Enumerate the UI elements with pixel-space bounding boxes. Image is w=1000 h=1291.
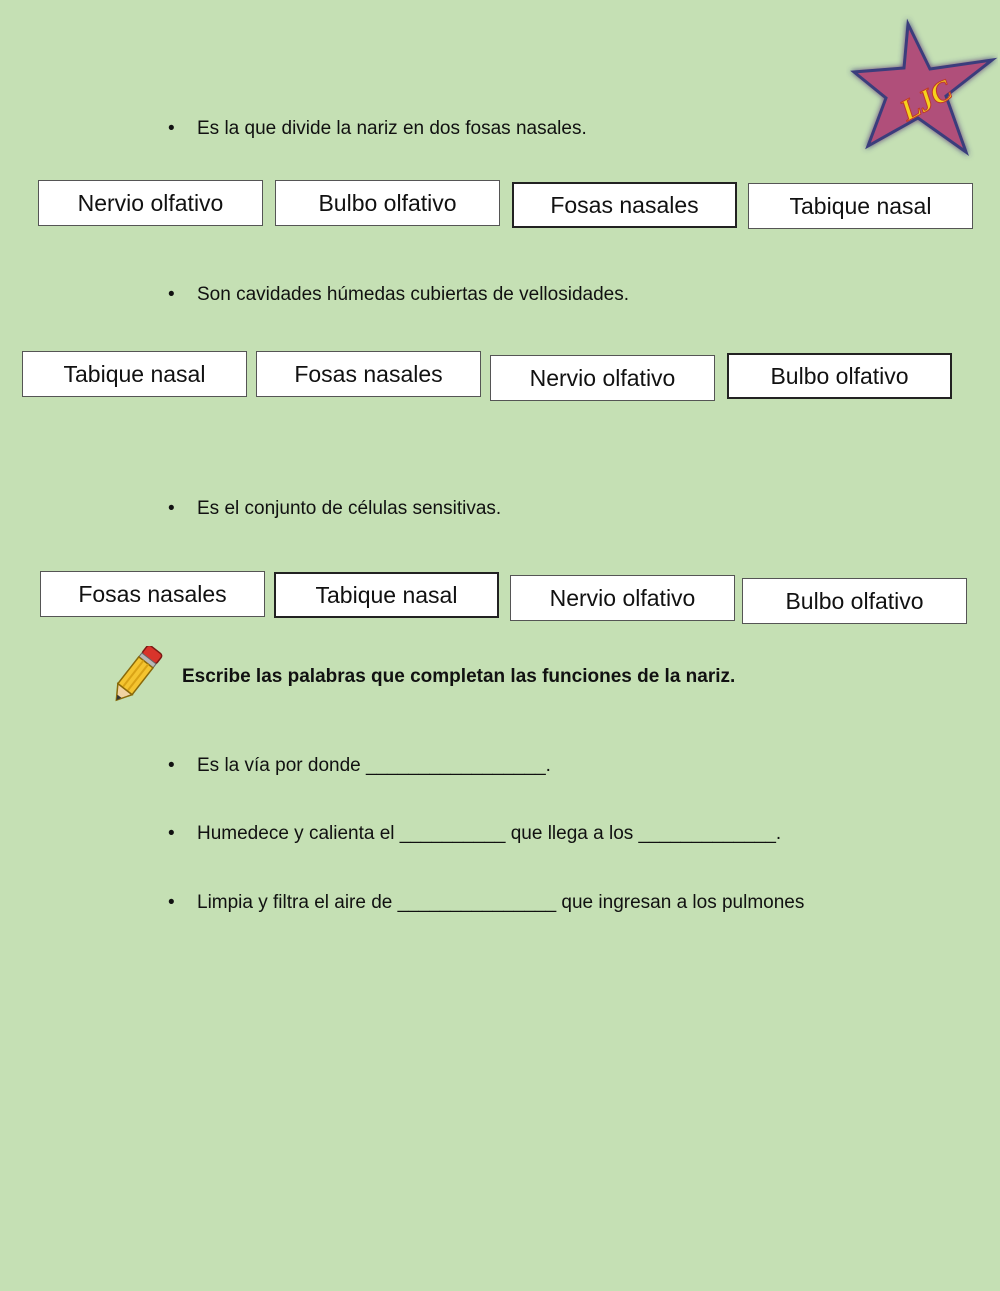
fill-in-text: Humedece y calienta el __________ que llega a los _____________. <box>197 823 782 844</box>
option-bulbo-olfativo[interactable]: Bulbo olfativo <box>727 353 952 399</box>
option-fosas-nasales[interactable]: Fosas nasales <box>256 351 481 397</box>
instruction-text: Escribe las palabras que completan las funciones de la nariz. <box>182 666 736 687</box>
logo-text: LJC <box>894 73 958 128</box>
question-prompt-text: Es la que divide la nariz en dos fosas nasales. <box>197 118 587 139</box>
bullet: • <box>168 284 175 305</box>
option-fosas-nasales[interactable]: Fosas nasales <box>512 182 737 228</box>
star-logo <box>846 14 998 166</box>
question-prompt-text: Es el conjunto de células sensitivas. <box>197 498 502 519</box>
fill-in-text: Es la vía por donde _________________. <box>197 755 551 776</box>
question-1-prompt <box>168 118 587 140</box>
option-tabique-nasal[interactable]: Tabique nasal <box>748 183 973 229</box>
option-nervio-olfativo[interactable]: Nervio olfativo <box>490 355 715 401</box>
option-bulbo-olfativo[interactable]: Bulbo olfativo <box>742 578 967 624</box>
question-prompt-text: Son cavidades húmedas cubiertas de vellosidades. <box>197 284 629 305</box>
option-nervio-olfativo[interactable]: Nervio olfativo <box>38 180 263 226</box>
pencil-icon <box>104 646 170 708</box>
fill-in-1 <box>168 755 551 777</box>
fill-in-text: Limpia y filtra el aire de _______________ que ingresan a los pulmones <box>197 892 805 913</box>
fill-in-3 <box>168 892 804 914</box>
bullet: • <box>168 498 175 519</box>
fill-in-2 <box>168 823 781 845</box>
question-2-prompt <box>168 284 629 306</box>
option-tabique-nasal[interactable]: Tabique nasal <box>22 351 247 397</box>
bullet: • <box>168 755 175 776</box>
option-bulbo-olfativo[interactable]: Bulbo olfativo <box>275 180 500 226</box>
bullet: • <box>168 892 175 913</box>
question-3-prompt <box>168 498 501 520</box>
option-fosas-nasales[interactable]: Fosas nasales <box>40 571 265 617</box>
option-tabique-nasal[interactable]: Tabique nasal <box>274 572 499 618</box>
bullet: • <box>168 823 175 844</box>
option-nervio-olfativo[interactable]: Nervio olfativo <box>510 575 735 621</box>
bullet: • <box>168 118 175 139</box>
